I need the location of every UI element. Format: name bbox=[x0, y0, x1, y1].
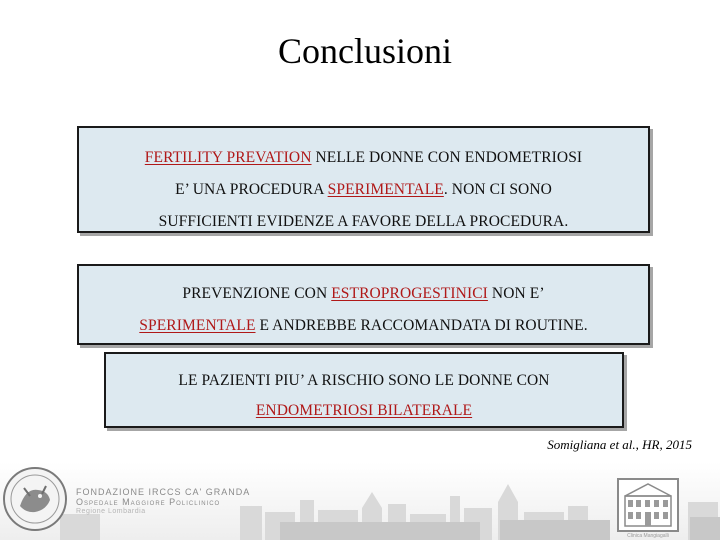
organization-name bbox=[76, 487, 256, 517]
org-line2: Ospedale Maggiore Policlinico bbox=[76, 497, 221, 507]
sperimentale-term: SPERIMENTALE bbox=[327, 181, 444, 198]
estroprogestinici-term: ESTROPROGESTINICI bbox=[331, 285, 488, 302]
fertility-prevation-term: FERTILITY PREVATION bbox=[144, 149, 312, 166]
conclusion-box-fertility-preservation bbox=[77, 126, 650, 233]
foundation-seal-icon bbox=[2, 466, 68, 532]
box3-line1: LE PAZIENTI PIU’ A RISCHIO SONO LE DONNE CON bbox=[178, 372, 550, 389]
box2-line2-after: E ANDREBBE RACCOMANDATA DI ROUTINE. bbox=[255, 317, 588, 334]
box2-line2 bbox=[79, 310, 648, 342]
box1-line2 bbox=[79, 174, 648, 206]
org-line3: Regione Lombardia bbox=[76, 508, 146, 515]
box1-line2-before: E’ UNA PROCEDURA bbox=[175, 181, 328, 198]
box2-line1-after: NON E’ bbox=[487, 285, 545, 302]
box1-line3: SUFFICIENTI EVIDENZE A FAVORE DELLA PROCEDURA. bbox=[158, 213, 569, 230]
org-line1: FONDAZIONE IRCCS CA' GRANDA bbox=[76, 487, 251, 497]
box2-line1-before: PREVENZIONE CON bbox=[182, 285, 332, 302]
building-caption: Clinica Mangiagalli bbox=[627, 533, 669, 539]
sperimentale-term-2: SPERIMENTALE bbox=[139, 317, 256, 334]
conclusion-box-high-risk bbox=[104, 352, 624, 428]
endometriosi-bilaterale-term: ENDOMETRIOSI BILATERALE bbox=[255, 402, 473, 419]
hospital-building-icon bbox=[617, 478, 679, 532]
citation: Somigliana et al., HR, 2015 bbox=[547, 437, 692, 452]
box1-line1 bbox=[79, 142, 648, 174]
box1-line2-after: . NON CI SONO bbox=[443, 181, 552, 198]
footer-banner bbox=[0, 462, 720, 540]
box2-line1 bbox=[79, 278, 648, 310]
conclusion-box-estroprogestinici bbox=[77, 264, 650, 345]
box1-line1-rest: NELLE DONNE CON ENDOMETRIOSI bbox=[311, 149, 583, 166]
slide-title: Conclusioni bbox=[277, 31, 452, 71]
